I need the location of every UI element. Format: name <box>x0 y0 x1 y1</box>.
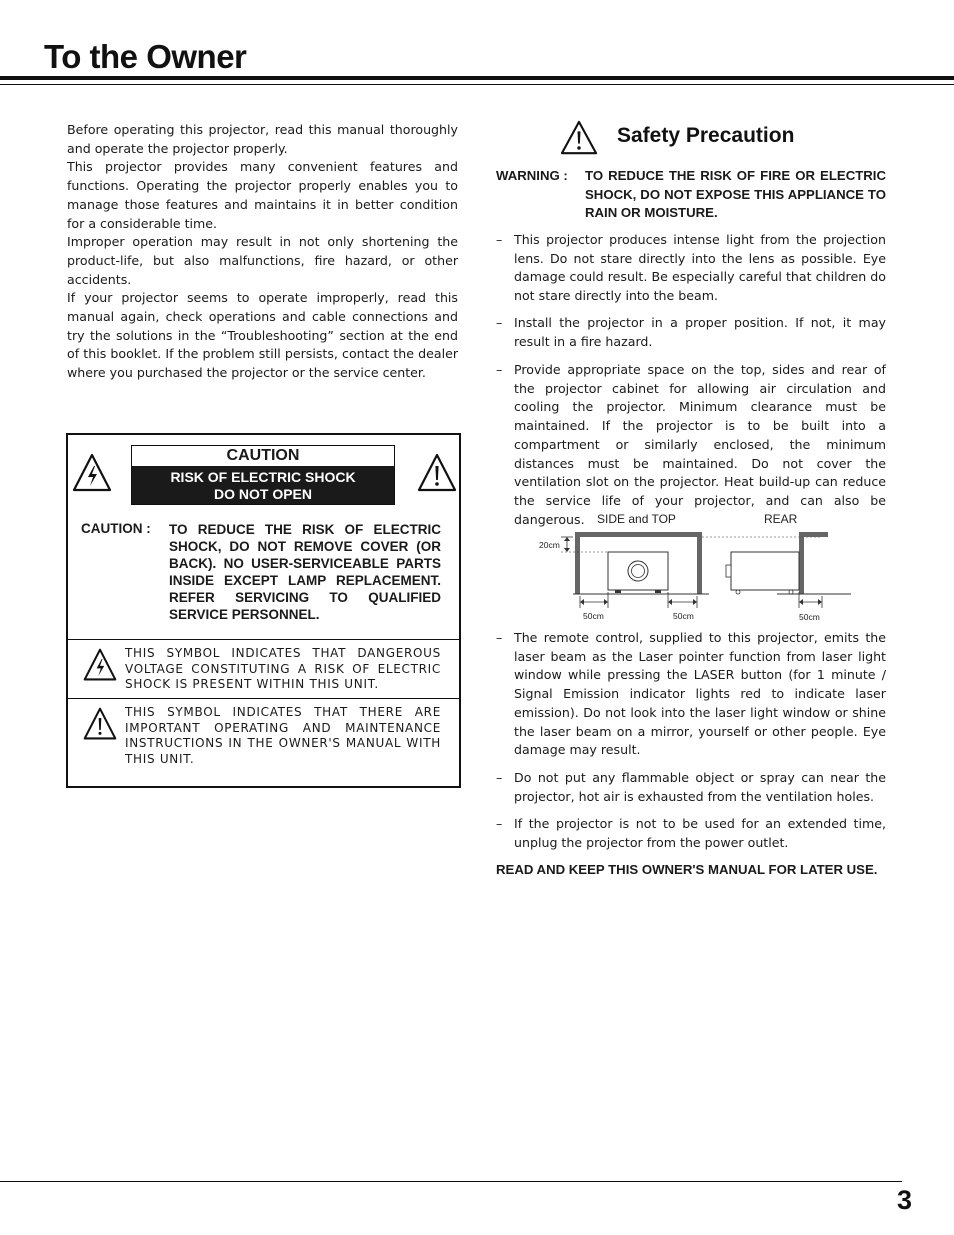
exclamation-symbol-section <box>68 699 459 786</box>
lightning-symbol-section <box>68 640 459 699</box>
exclamation-symbol-text: THIS SYMBOL INDICATES THAT THERE ARE IMPORTANT OPERATING AND MAINTENANCE INSTRUCTIONS IN THE OWNER'S MANUAL WITH THIS UNIT. <box>125 705 441 766</box>
rear-clearance-marker <box>799 592 822 622</box>
clearance-diagram <box>533 508 855 626</box>
bullet-dash: – <box>496 315 503 330</box>
bullet-text: Do not put any flammable object or spray can near the projector, hot air is exhausted from the ventilation holes. <box>514 770 886 804</box>
read-keep-notice: READ AND KEEP THIS OWNER'S MANUAL FOR LATER USE. <box>496 862 878 877</box>
intro-paragraph: Improper operation may result in not only shortening the product-life, but also malfunctions, fire hazard, or other accidents. <box>67 234 458 287</box>
warning-text: TO REDUCE THE RISK OF FIRE OR ELECTRIC SHOCK, DO NOT EXPOSE THIS APPLIANCE TO RAIN OR MOISTURE. <box>585 168 886 221</box>
caution-box <box>66 433 461 788</box>
bullet-dash: – <box>496 770 503 785</box>
caution-label-section <box>68 435 459 515</box>
caution-statement-label: CAUTION : <box>81 521 151 536</box>
caution-statement-text: TO REDUCE THE RISK OF ELECTRIC SHOCK, DO NOT REMOVE COVER (OR BACK). NO USER-SERVICEABLE PARTS INSIDE EXCEPT LAMP REPLACEMENT. REFER SERVICING TO QUALIFIED SERVICE PERSONNEL. <box>169 522 441 622</box>
safety-bullet <box>496 361 886 529</box>
exclamation-warning-icon <box>83 707 117 745</box>
right-clearance-label: 50cm <box>673 611 694 621</box>
side-top-label: SIDE and TOP <box>597 512 676 526</box>
caution-label-line: RISK OF ELECTRIC SHOCK <box>170 469 356 485</box>
intro-paragraph: This projector provides many convenient features and functions. Operating the projector properly enables you to manage those features and maintains it in better condition for a considerable time. <box>67 159 458 231</box>
safety-bullet <box>496 314 886 351</box>
caution-label-title: CAUTION <box>226 447 300 464</box>
projector-side-view <box>726 552 799 594</box>
top-clearance-marker <box>539 537 608 552</box>
header-rule-thick <box>0 76 954 80</box>
bullet-text: Provide appropriate space on the top, sides and rear of the projector cabinet for allowing air circulation and cooling the projector. Minimum clearance must be maintained. If the projector is to be built into a compartment or similarly enclosed, the minimum distances must be maintained. Do not cover the ventilation slot on the projector. Heat build-up can reduce the service life of your projector, and can also be dangerous. <box>514 362 886 527</box>
rear-enclosure <box>799 532 828 594</box>
safety-bullet <box>496 231 886 306</box>
rear-label: REAR <box>764 512 798 526</box>
top-clearance-label: 20cm <box>539 540 560 550</box>
bullet-text: This projector produces intense light from the projection lens. Do not stare directly into the lens as possible. Eye damage could result. Be especially careful that children do not stare directly into the beam. <box>514 232 886 304</box>
header-rule-thin <box>0 84 954 85</box>
lightning-symbol-text: THIS SYMBOL INDICATES THAT DANGEROUS VOLTAGE CONSTITUTING A RISK OF ELECTRIC SHOCK IS PRESENT WITHIN THIS UNIT. <box>125 646 441 691</box>
intro-text <box>67 121 458 383</box>
warning-label: WARNING : <box>496 168 568 183</box>
page-title: To the Owner <box>44 38 247 75</box>
exclamation-warning-icon <box>417 453 457 497</box>
caution-label-warning <box>132 466 394 504</box>
intro-paragraph: Before operating this projector, read this manual thoroughly and operate the projector properly. <box>67 122 458 156</box>
lightning-warning-icon <box>83 648 117 686</box>
exclamation-warning-icon <box>560 120 598 160</box>
safety-title: Safety Precaution <box>617 124 795 147</box>
bullet-text: The remote control, supplied to this projector, emits the laser beam as the Laser pointer function from laser light window while pressing the LASER button (for 1 minute / Signal Emission indicator lights red to indicate laser emission). Do not look into the laser light window or shine the laser beam on a mirror, yourself or other people. Eye damage may result. <box>514 630 886 758</box>
bullet-dash: – <box>496 816 503 831</box>
intro-paragraph: If your projector seems to operate improperly, read this manual again, check operations and cable connections and try the solutions in the “Troubleshooting” section at the end of this booklet. If the problem still persists, contact the dealer where you purchased the projector or the service center. <box>67 290 458 381</box>
safety-bullet <box>496 769 886 806</box>
caution-label-line: DO NOT OPEN <box>213 486 312 502</box>
caution-statement-section <box>68 519 459 640</box>
left-clearance-marker <box>580 592 608 621</box>
bullet-text: If the projector is not to be used for an extended time, unplug the projector from the power outlet. <box>514 816 886 850</box>
bullet-dash: – <box>496 232 503 247</box>
footer-rule <box>0 1181 902 1182</box>
projector-front-view <box>608 552 668 593</box>
page-number: 3 <box>897 1185 913 1215</box>
caution-label <box>131 445 395 505</box>
bullet-text: Install the projector in a proper position. If not, it may result in a fire hazard. <box>514 315 886 349</box>
safety-bullet <box>496 815 886 852</box>
lightning-warning-icon <box>72 453 112 497</box>
bullet-dash: – <box>496 362 503 377</box>
rear-clearance-label: 50cm <box>799 612 820 622</box>
right-clearance-marker <box>668 592 697 621</box>
safety-bullet <box>496 629 886 760</box>
bullet-dash: – <box>496 630 503 645</box>
left-clearance-label: 50cm <box>583 611 604 621</box>
